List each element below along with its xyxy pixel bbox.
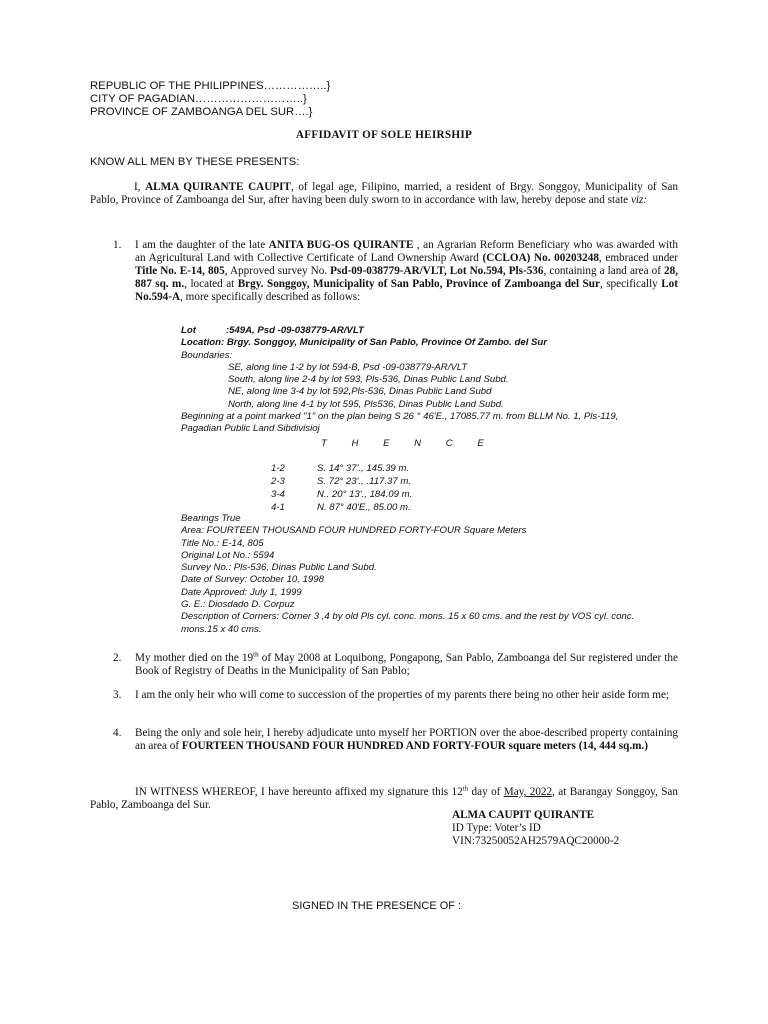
lot-value: :549A, Psd -09-038779-AR/VLT (225, 325, 364, 336)
witness-sup: th (462, 784, 469, 793)
document-title: AFFIDAVIT OF SOLE HEIRSHIP (295, 129, 473, 141)
item-number: 2. (113, 652, 122, 664)
witness-date: May, 2022 (503, 786, 553, 798)
item-number: 1. (113, 239, 122, 251)
item1-t7: , specifically (599, 278, 662, 290)
item1-t6: , located at (184, 278, 238, 290)
venue-city: CITY OF PAGADIAN………………………..} (90, 93, 307, 105)
bearing-value: N.. 20° 13'., 184.09 m. (317, 489, 413, 500)
thence-label: T H E N C E (321, 438, 484, 449)
bearing-line: 3-4 (271, 489, 285, 500)
boundary-south: South, along line 2-4 by lot 593, Pls-536, Dinas Public Land Subd. (228, 374, 509, 386)
witness-t3: , at Barangay Songgoy, San Pablo, Zamboanga del Sur. (90, 786, 678, 811)
witness-t1: IN WITNESS WHEREOF, I have hereunto affixed my signature this 12 (135, 786, 463, 798)
bearing-value: N. 87° 40'E., 85.00 m. (317, 502, 411, 513)
beginning-line-1: Beginning at a point marked "1" on the plan being S 26 ° 46'E., 17085.77 m. from BLLM No. 1, Pls-119, (181, 411, 619, 423)
bearing-line: 1-2 (271, 463, 285, 474)
item1-t1: I am the daughter of the late (135, 239, 269, 251)
signatory-name: ALMA CAUPIT QUIRANTE (452, 809, 595, 821)
intro-text-b: , of legal age, Filipino, married, a resident of Brgy. Songgoy, Municipality of San Pablo, Province of Zamboanga del Sur, after having been duly sworn to in accordance with law, hereby depose and state (90, 181, 678, 206)
witness-t2: day of (468, 786, 504, 798)
venue-province: PROVINCE OF ZAMBOANGA DEL SUR….} (90, 106, 313, 118)
item1-t2: , an Agrarian Reform Beneficiary who was awarded with an Agricultural Land with Collective Certificate of Land Ownership Award (135, 239, 678, 264)
affiant-name: ALMA QUIRANTE CAUPIT (145, 181, 291, 193)
item1-t4: , Approved survey No. (224, 265, 331, 277)
bearing-row (271, 475, 411, 488)
item2-sup: th (253, 650, 259, 659)
technical-description (181, 325, 681, 436)
signed-in-presence: SIGNED IN THE PRESENCE OF : (292, 900, 462, 912)
item-text: I am the only heir who will come to succession of the properties of my parents there being no other heir aside form me; (135, 689, 670, 701)
item1-b1: ANITA BUG-OS QUIRANTE (268, 239, 414, 251)
original-lot-no: Original Lot No.: 5594 (181, 549, 275, 561)
signatory-block (452, 809, 619, 848)
item1-b7: Lot No.594-A (135, 278, 678, 303)
item-number: 3. (113, 689, 122, 701)
item1-t3: , embraced under (598, 252, 678, 264)
venue-header (90, 80, 330, 119)
item2-t2: of May 2008 at Loquibong, Pongapong, San Pablo, Zamboanga del Sur registered under the Book of Registry of Deaths in the Municipality of San Pablo; (135, 652, 678, 677)
beginning-line-2: Pagadian Public Land Sibdivisioj (181, 423, 320, 435)
corners-line-2: mons.15 x 40 cms. (181, 623, 262, 635)
signatory-id-type: ID Type: Voter’s ID (452, 822, 541, 834)
item1-b6: Brgy. Songgoy, Municipality of San Pablo, Province of Zamboanga del Sur (237, 278, 600, 290)
know-all-men: KNOW ALL MEN BY THESE PRESENTS: (90, 156, 300, 168)
bearing-row (271, 488, 412, 501)
area-line: Area: FOURTEEN THOUSAND FOUR HUNDRED FORTY-FOUR Square Meters (181, 525, 527, 537)
intro-text-a: I, (134, 181, 146, 193)
lot-line (181, 325, 681, 337)
item-text (135, 239, 678, 304)
bearing-row (271, 462, 409, 475)
title-no: Title No.: E-14, 805 (181, 537, 264, 549)
date-of-survey: Date of Survey: October 10, 1998 (181, 574, 324, 586)
item1-b3: Title No. E-14, 805 (135, 265, 225, 277)
location-value: Location: Brgy. Songgoy, Municipality of San Pablo, Province Of Zambo. del Sur (181, 337, 548, 349)
item1-b5: 28, 887 sq. m. (135, 265, 678, 290)
bearings-true: Bearings True (181, 513, 241, 524)
item-number: 4. (113, 727, 122, 739)
survey-no: Survey No.: Pls-536, Dinas Public Land Subd. (181, 562, 377, 574)
item2-t1: My mother died on the 19 (135, 652, 254, 664)
intro-paragraph (90, 181, 678, 207)
intro-viz: viz: (630, 194, 648, 206)
item-text (135, 652, 678, 678)
location-line (181, 337, 681, 349)
item-text (135, 727, 678, 753)
bearing-line: 2-3 (271, 476, 285, 487)
boundary-north: North, along line 4-1 by lot 595, Pls536, Dinas Public Land Subd. (228, 398, 504, 410)
lot-details (181, 513, 681, 636)
venue-republic: REPUBLIC OF THE PHILIPPINES……………..} (90, 80, 331, 92)
boundary-se: SE, along line 1-2 by lot 594-B, Psd -09-038779-AR/VLT (228, 361, 468, 373)
bearing-line: 4-1 (271, 502, 285, 513)
bearing-value: S. 14° 37'., 145.39 m. (317, 463, 410, 474)
item1-t8: , more specifically described as follows: (180, 291, 361, 303)
date-approved: Date Approved: July 1, 1999 (181, 586, 302, 598)
corners-line-1: Description of Corners: Corner 3 ,4 by old Pls cyl. conc. mons. 15 x 60 cms. and the rest by VOS cyl. conc. (181, 611, 635, 623)
item1-b2: (CCLOA) No. 00203248 (482, 252, 599, 264)
boundaries-label: Boundaries: (181, 349, 233, 361)
boundary-ne: NE, along line 3-4 by lot 592,Pls-536, Dinas Public Land Subd (228, 386, 492, 398)
item4-b1: FOURTEEN THOUSAND FOUR HUNDRED AND FORTY-FOUR square meters (14, 444 sq.m.) (181, 740, 648, 752)
item1-b4: Psd-09-038779-AR/VLT, Lot No.594, Pls-536 (330, 265, 544, 277)
item4-t1: Being the only and sole heir, I hereby adjudicate unto myself her PORTION over the aboe-described property containing an area of (135, 727, 678, 752)
bearing-value: S. 72° 23'., .117.37 m. (317, 476, 412, 487)
item1-t5: , containing a land area of (543, 265, 664, 277)
geodetic-engineer: G. E.: Diosdado D. Corpuz (181, 599, 295, 611)
signatory-vin: VIN:73250052AH2579AQC20000-2 (452, 835, 620, 847)
lot-label: Lot (181, 325, 196, 336)
